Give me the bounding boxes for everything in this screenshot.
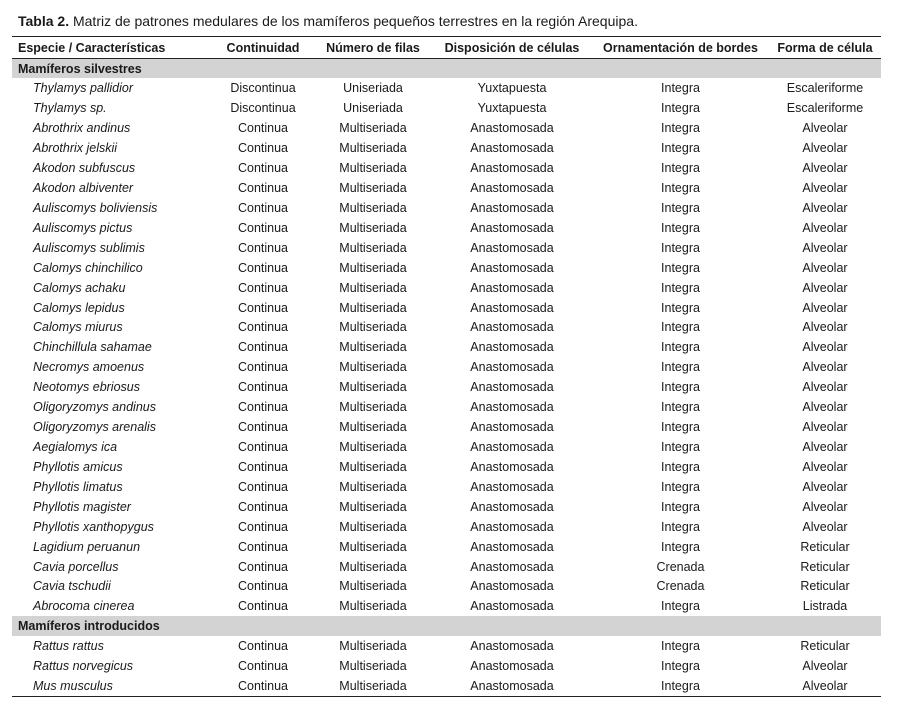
- cell-arrangement-cell: Anastomosada: [470, 539, 554, 554]
- header-row: [12, 37, 881, 59]
- row-count-cell: Multiseriada: [339, 459, 407, 474]
- row-count-cell: Multiseriada: [339, 539, 407, 554]
- edge-ornamentation-cell: Integra: [661, 420, 700, 435]
- species-cell: Calomys miurus: [33, 320, 123, 335]
- table-row: [12, 218, 881, 238]
- species-cell: Mus musculus: [12, 676, 212, 696]
- cell-shape-cell: Alveolar: [802, 479, 848, 494]
- row-count-cell: Multiseriada: [339, 400, 407, 415]
- cell-arrangement-cell: Anastomosada: [470, 260, 554, 275]
- species-cell: Akodon albiventer: [33, 180, 134, 195]
- cell-arrangement-cell: Anastomosada: [470, 320, 554, 335]
- edge-ornamentation-cell: Integra: [661, 200, 700, 215]
- cell-shape-cell: Alveolar: [802, 260, 848, 275]
- table-row: [12, 596, 881, 616]
- table-row: [12, 118, 881, 138]
- cell-arrangement-cell: Anastomosada: [470, 360, 554, 375]
- cell-arrangement-cell: Anastomosada: [470, 180, 554, 195]
- row-count-cell: Multiseriada: [339, 161, 407, 176]
- cell-shape-cell: Alveolar: [802, 459, 848, 474]
- table-row: [12, 397, 881, 417]
- continuity-cell: Continua: [237, 220, 289, 235]
- table-row: [12, 238, 881, 258]
- row-count-cell: Multiseriada: [314, 676, 432, 696]
- row-count-cell: Multiseriada: [339, 380, 407, 395]
- cell-shape-cell: Escaleriforme: [786, 101, 864, 116]
- cell-shape-cell: Alveolar: [802, 240, 848, 255]
- continuity-cell: Continua: [237, 459, 289, 474]
- edge-ornamentation-cell: Integra: [661, 400, 700, 415]
- species-cell: Abrocoma cinerea: [33, 599, 135, 614]
- header-cell-arrangement: Disposición de células: [432, 37, 592, 59]
- row-count-cell: Multiseriada: [339, 360, 407, 375]
- table-row: [12, 576, 881, 596]
- header-species: Especie / Características: [12, 37, 212, 59]
- cell-arrangement-cell: Yuxtapuesta: [477, 101, 547, 116]
- cell-arrangement-cell: Anastomosada: [470, 499, 554, 514]
- edge-ornamentation-cell: Integra: [661, 101, 700, 116]
- row-count-cell: Multiseriada: [339, 200, 407, 215]
- table-row: [12, 337, 881, 357]
- species-cell: Auliscomys boliviensis: [33, 200, 158, 215]
- edge-ornamentation-cell: Integra: [661, 161, 700, 176]
- species-cell: Necromys amoenus: [33, 360, 145, 375]
- edge-ornamentation-cell: Integra: [661, 599, 700, 614]
- cell-arrangement-cell: Anastomosada: [470, 220, 554, 235]
- edge-ornamentation-cell: Integra: [661, 439, 700, 454]
- table-body: [12, 59, 881, 697]
- row-count-cell: Multiseriada: [339, 121, 407, 136]
- continuity-cell: Continua: [237, 479, 289, 494]
- cell-arrangement-cell: Anastomosada: [470, 380, 554, 395]
- row-count-cell: Multiseriada: [339, 479, 407, 494]
- cell-shape-cell: Alveolar: [802, 300, 848, 315]
- row-count-cell: Multiseriada: [339, 559, 407, 574]
- table-row: [12, 258, 881, 278]
- continuity-cell: Continua: [237, 320, 289, 335]
- row-count-cell: Multiseriada: [339, 180, 407, 195]
- species-cell: Neotomys ebriosus: [33, 380, 140, 395]
- table-row: [12, 98, 881, 118]
- cell-arrangement-cell: Anastomosada: [470, 161, 554, 176]
- cell-shape-cell: Alveolar: [802, 200, 848, 215]
- row-count-cell: Multiseriada: [339, 599, 407, 614]
- cell-shape-cell: Alveolar: [802, 420, 848, 435]
- cell-shape-cell: Reticular: [800, 639, 850, 654]
- species-cell: Oligoryzomys andinus: [33, 400, 156, 415]
- cell-shape-cell: Alveolar: [802, 320, 848, 335]
- continuity-cell: Continua: [237, 380, 289, 395]
- cell-shape-cell: Alveolar: [802, 499, 848, 514]
- row-count-cell: Multiseriada: [339, 499, 407, 514]
- row-count-cell: Multiseriada: [339, 519, 407, 534]
- group-title: Mamíferos introducidos: [12, 616, 881, 636]
- cell-shape-cell: Reticular: [800, 579, 850, 594]
- species-cell: Chinchillula sahamae: [33, 340, 152, 355]
- cell-arrangement-cell: Anastomosada: [470, 280, 554, 295]
- table-row: [12, 437, 881, 457]
- continuity-cell: Continua: [237, 499, 289, 514]
- table-row: [12, 198, 881, 218]
- cell-arrangement-cell: Anastomosada: [470, 579, 554, 594]
- edge-ornamentation-cell: Integra: [661, 360, 700, 375]
- group-header-row: [12, 616, 881, 636]
- group-header-row: [12, 59, 881, 79]
- cell-shape-cell: Reticular: [800, 559, 850, 574]
- cell-shape-cell: Alveolar: [802, 280, 848, 295]
- continuity-cell: Continua: [237, 280, 289, 295]
- row-count-cell: Multiseriada: [339, 260, 407, 275]
- cell-shape-cell: Alveolar: [802, 659, 848, 674]
- row-count-cell: Multiseriada: [339, 280, 407, 295]
- table-row: [12, 278, 881, 298]
- table-header: [12, 37, 881, 59]
- continuity-cell: Continua: [237, 260, 289, 275]
- cell-arrangement-cell: Anastomosada: [470, 121, 554, 136]
- species-cell: Akodon subfuscus: [33, 161, 136, 176]
- table-row: [12, 636, 881, 656]
- cell-arrangement-cell: Anastomosada: [432, 676, 592, 696]
- row-count-cell: Uniseriada: [343, 81, 403, 96]
- cell-arrangement-cell: Anastomosada: [470, 141, 554, 156]
- row-count-cell: Uniseriada: [343, 101, 403, 116]
- cell-shape-cell: Alveolar: [802, 161, 848, 176]
- cell-shape-cell: Alveolar: [802, 439, 848, 454]
- continuity-cell: Discontinua: [230, 101, 296, 116]
- species-cell: Phyllotis magister: [33, 499, 131, 514]
- cell-arrangement-cell: Anastomosada: [470, 519, 554, 534]
- species-cell: Thylamys sp.: [33, 101, 107, 116]
- header-edge-ornamentation: Ornamentación de bordes: [592, 37, 769, 59]
- header-row-count: Número de filas: [314, 37, 432, 59]
- cell-arrangement-cell: Anastomosada: [470, 659, 554, 674]
- row-count-cell: Multiseriada: [339, 340, 407, 355]
- table-row: [12, 537, 881, 557]
- species-cell: Calomys achaku: [33, 280, 126, 295]
- table-row: [12, 477, 881, 497]
- edge-ornamentation-cell: Crenada: [656, 579, 705, 594]
- species-cell: Abrothrix andinus: [33, 121, 131, 136]
- cell-shape-cell: Escaleriforme: [786, 81, 864, 96]
- row-count-cell: Multiseriada: [339, 300, 407, 315]
- table-caption-label: Tabla 2.: [18, 13, 70, 29]
- cell-shape-cell: Alveolar: [802, 519, 848, 534]
- continuity-cell: Continua: [237, 559, 289, 574]
- row-count-cell: Multiseriada: [339, 439, 407, 454]
- table-row: [12, 317, 881, 337]
- table-row: [12, 557, 881, 577]
- continuity-cell: Continua: [237, 400, 289, 415]
- table-row: [12, 138, 881, 158]
- continuity-cell: Continua: [237, 659, 289, 674]
- table-row: [12, 357, 881, 377]
- continuity-cell: Continua: [237, 121, 289, 136]
- row-count-cell: Multiseriada: [339, 579, 407, 594]
- edge-ornamentation-cell: Integra: [661, 519, 700, 534]
- medullary-pattern-table: [12, 36, 881, 697]
- edge-ornamentation-cell: Integra: [661, 539, 700, 554]
- edge-ornamentation-cell: Integra: [661, 180, 700, 195]
- cell-shape-cell: Alveolar: [802, 380, 848, 395]
- cell-shape-cell: Alveolar: [802, 340, 848, 355]
- cell-arrangement-cell: Anastomosada: [470, 559, 554, 574]
- edge-ornamentation-cell: Integra: [592, 676, 769, 696]
- edge-ornamentation-cell: Integra: [661, 121, 700, 136]
- row-count-cell: Multiseriada: [339, 659, 407, 674]
- continuity-cell: Continua: [237, 639, 289, 654]
- edge-ornamentation-cell: Integra: [661, 240, 700, 255]
- group-title: Mamíferos silvestres: [12, 59, 881, 79]
- species-cell: Cavia tschudii: [33, 579, 111, 594]
- cell-arrangement-cell: Anastomosada: [470, 300, 554, 315]
- header-continuity: Continuidad: [212, 37, 314, 59]
- species-cell: Aegialomys ica: [33, 439, 118, 454]
- continuity-cell: Continua: [237, 439, 289, 454]
- cell-shape-cell: Alveolar: [802, 180, 848, 195]
- continuity-cell: Continua: [237, 161, 289, 176]
- cell-shape-cell: Alveolar: [802, 400, 848, 415]
- continuity-cell: Continua: [212, 676, 314, 696]
- cell-shape-cell: Listrada: [802, 599, 848, 614]
- species-cell: Phyllotis limatus: [33, 479, 123, 494]
- continuity-cell: Continua: [237, 420, 289, 435]
- cell-arrangement-cell: Anastomosada: [470, 439, 554, 454]
- table-row: [12, 158, 881, 178]
- edge-ornamentation-cell: Integra: [661, 340, 700, 355]
- edge-ornamentation-cell: Integra: [661, 659, 700, 674]
- edge-ornamentation-cell: Integra: [661, 280, 700, 295]
- cell-shape-cell: Reticular: [800, 539, 850, 554]
- species-cell: Auliscomys pictus: [33, 220, 133, 235]
- species-cell: Auliscomys sublimis: [33, 240, 145, 255]
- table-row: [12, 78, 881, 98]
- continuity-cell: Continua: [237, 141, 289, 156]
- cell-shape-cell: Alveolar: [802, 220, 848, 235]
- cell-shape-cell: Alveolar: [802, 141, 848, 156]
- row-count-cell: Multiseriada: [339, 240, 407, 255]
- edge-ornamentation-cell: Integra: [661, 81, 700, 96]
- continuity-cell: Continua: [237, 180, 289, 195]
- cell-arrangement-cell: Anastomosada: [470, 340, 554, 355]
- continuity-cell: Continua: [237, 579, 289, 594]
- row-count-cell: Multiseriada: [339, 320, 407, 335]
- row-count-cell: Multiseriada: [339, 420, 407, 435]
- table-row: [12, 497, 881, 517]
- table-row: [12, 457, 881, 477]
- species-cell: Rattus rattus: [33, 639, 104, 654]
- cell-arrangement-cell: Anastomosada: [470, 400, 554, 415]
- edge-ornamentation-cell: Integra: [661, 380, 700, 395]
- continuity-cell: Continua: [237, 539, 289, 554]
- row-count-cell: Multiseriada: [339, 220, 407, 235]
- edge-ornamentation-cell: Integra: [661, 260, 700, 275]
- cell-arrangement-cell: Yuxtapuesta: [477, 81, 547, 96]
- row-count-cell: Multiseriada: [339, 639, 407, 654]
- cell-shape-cell: Alveolar: [802, 121, 848, 136]
- continuity-cell: Continua: [237, 599, 289, 614]
- continuity-cell: Continua: [237, 240, 289, 255]
- edge-ornamentation-cell: Integra: [661, 479, 700, 494]
- species-cell: Thylamys pallidior: [33, 81, 134, 96]
- cell-shape-cell: Alveolar: [802, 360, 848, 375]
- edge-ornamentation-cell: Integra: [661, 141, 700, 156]
- species-cell: Calomys lepidus: [33, 300, 125, 315]
- cell-arrangement-cell: Anastomosada: [470, 459, 554, 474]
- table-caption: [18, 12, 638, 30]
- row-count-cell: Multiseriada: [339, 141, 407, 156]
- edge-ornamentation-cell: Integra: [661, 639, 700, 654]
- cell-arrangement-cell: Anastomosada: [470, 420, 554, 435]
- species-cell: Abrothrix jelskii: [33, 141, 118, 156]
- edge-ornamentation-cell: Integra: [661, 300, 700, 315]
- species-cell: Rattus norvegicus: [33, 659, 134, 674]
- table-row: [12, 417, 881, 437]
- table-row: [12, 517, 881, 537]
- species-cell: Cavia porcellus: [33, 559, 119, 574]
- cell-shape-cell: Alveolar: [769, 676, 881, 696]
- species-cell: Calomys chinchilico: [33, 260, 143, 275]
- species-cell: Phyllotis xanthopygus: [33, 519, 154, 534]
- species-cell: Lagidium peruanun: [33, 539, 141, 554]
- table-row: [12, 298, 881, 318]
- table-row: [12, 178, 881, 198]
- table-caption-text: Matriz de patrones medulares de los mamíferos pequeños terrestres en la región Arequipa.: [69, 13, 638, 29]
- continuity-cell: Continua: [237, 200, 289, 215]
- cell-arrangement-cell: Anastomosada: [470, 479, 554, 494]
- edge-ornamentation-cell: Crenada: [656, 559, 705, 574]
- table-row: [12, 676, 881, 696]
- cell-arrangement-cell: Anastomosada: [470, 639, 554, 654]
- continuity-cell: Continua: [237, 360, 289, 375]
- cell-arrangement-cell: Anastomosada: [470, 599, 554, 614]
- table-row: [12, 656, 881, 676]
- continuity-cell: Continua: [237, 340, 289, 355]
- table-row: [12, 377, 881, 397]
- continuity-cell: Discontinua: [230, 81, 296, 96]
- header-cell-shape: Forma de célula: [769, 37, 881, 59]
- edge-ornamentation-cell: Integra: [661, 499, 700, 514]
- species-cell: Oligoryzomys arenalis: [33, 420, 156, 435]
- continuity-cell: Continua: [237, 300, 289, 315]
- continuity-cell: Continua: [237, 519, 289, 534]
- edge-ornamentation-cell: Integra: [661, 459, 700, 474]
- cell-arrangement-cell: Anastomosada: [470, 200, 554, 215]
- edge-ornamentation-cell: Integra: [661, 320, 700, 335]
- species-cell: Phyllotis amicus: [33, 459, 123, 474]
- cell-arrangement-cell: Anastomosada: [470, 240, 554, 255]
- edge-ornamentation-cell: Integra: [661, 220, 700, 235]
